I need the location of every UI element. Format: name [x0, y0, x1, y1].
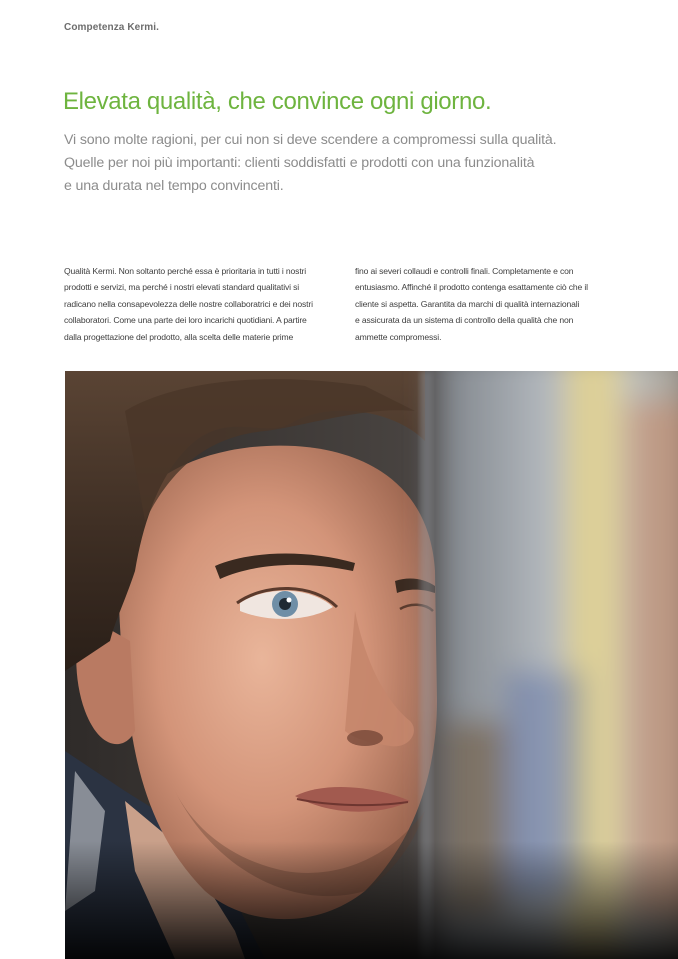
- body-line: e assicurata da un sistema di controllo della qualità che non: [355, 315, 574, 326]
- section-label: Competenza Kermi.: [64, 22, 160, 33]
- body-line: fino ai severi collaudi e controlli finali. Completamente e con: [355, 266, 574, 276]
- body-line: prodotti e servizi, ma perché i nostri elevati standard qualitativi si: [64, 282, 300, 293]
- intro-line: e una durata nel tempo convincenti.: [64, 178, 284, 194]
- body-line: entusiasmo. Affinché il prodotto contenga esattamente ciò che il: [355, 282, 588, 293]
- man-inspecting-product-illustration: [65, 371, 678, 959]
- page-headline: Elevata qualità, che convince ogni giorno.: [63, 88, 492, 115]
- body-line: radicano nella consapevolezza delle nostre collaboratrici e dei nostri: [64, 298, 313, 309]
- intro-line: Quelle per noi più importanti: clienti soddisfatti e prodotti con una funzionalità: [64, 155, 535, 171]
- body-line: dalla progettazione del prodotto, alla scelta delle materie prime: [64, 331, 294, 342]
- body-line: cliente si aspetta. Garantita da marchi di qualità internazionali: [355, 298, 580, 309]
- body-column-right: [355, 263, 625, 345]
- hero-photo: [65, 371, 678, 959]
- intro-line: Vi sono molte ragioni, per cui non si deve scendere a compromessi sulla qualità.: [64, 132, 557, 148]
- body-line: Qualità Kermi. Non soltanto perché essa è prioritaria in tutti i nostri: [64, 266, 307, 276]
- intro-paragraph: [64, 129, 564, 198]
- body-line: ammette compromessi.: [355, 331, 442, 342]
- body-line: collaboratori. Come una parte dei loro incarichi quotidiani. A partire: [64, 315, 307, 326]
- body-column-left: [64, 263, 344, 345]
